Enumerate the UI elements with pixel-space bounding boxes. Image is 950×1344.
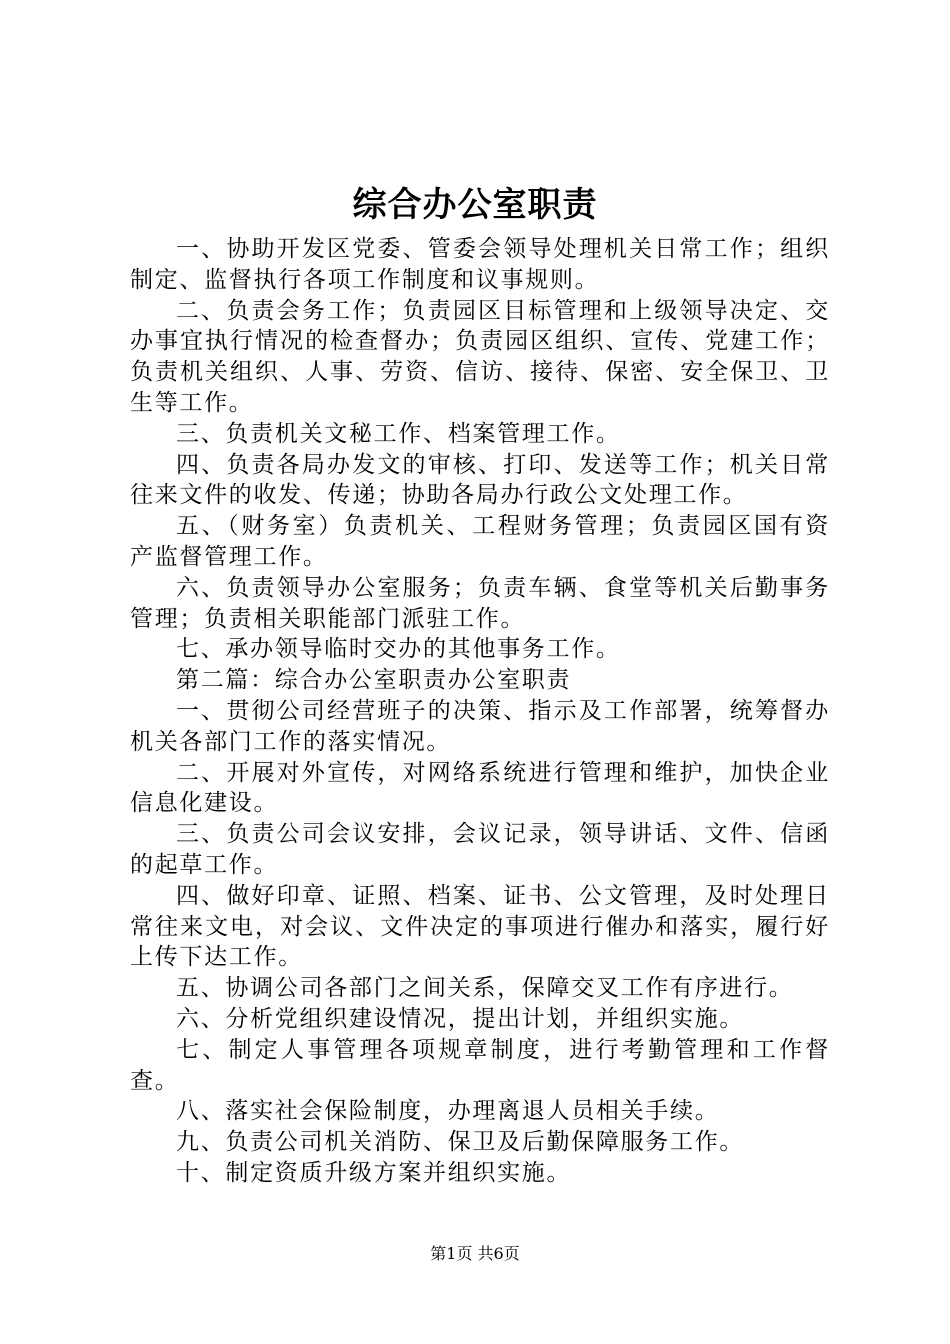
- document-body: [130, 234, 830, 1189]
- paragraph: 三、负责机关文秘工作、档案管理工作。: [176, 420, 621, 447]
- paragraph: 三、负责公司会议安排，会议记录，领导讲话、文件、信函的起草工作。: [130, 821, 830, 878]
- paragraph: 九、负责公司机关消防、保卫及后勤保障服务工作。: [176, 1129, 745, 1156]
- paragraph: 四、负责各局办发文的审核、打印、发送等工作；机关日常往来文件的收发、传递；协助各局办行政公文处理工作。: [130, 451, 830, 509]
- paragraph: 十、制定资质升级方案并组织实施。: [176, 1159, 572, 1186]
- paragraph: 五、（财务室）负责机关、工程财务管理；负责园区国有资产监督管理工作。: [130, 513, 830, 570]
- paragraph: 七、制定人事管理各项规章制度，进行考勤管理和工作督查。: [130, 1036, 830, 1094]
- paragraph: 一、贯彻公司经营班子的决策、指示及工作部署，统筹督办机关各部门工作的落实情况。: [130, 697, 830, 755]
- paragraph: 五、协调公司各部门之间关系，保障交叉工作有序进行。: [176, 975, 794, 1002]
- section-heading: 第二篇：综合办公室职责办公室职责: [176, 667, 572, 694]
- paragraph: 七、承办领导临时交办的其他事务工作。: [176, 636, 621, 663]
- paragraph: 四、做好印章、证照、档案、证书、公文管理，及时处理日常往来文电，对会议、文件决定的事项进行催办和落实，履行好上传下达工作。: [130, 882, 830, 971]
- paragraph: 六、负责领导办公室服务；负责车辆、食堂等机关后勤事务管理；负责相关职能部门派驻工作。: [130, 574, 830, 632]
- paragraph: 二、负责会务工作；负责园区目标管理和上级领导决定、交办事宜执行情况的检查督办；负责园区组织、宣传、党建工作；负责机关组织、人事、劳资、信访、接待、保密、安全保卫、卫生等工作。: [130, 297, 830, 416]
- paragraph: 一、协助开发区党委、管委会领导处理机关日常工作；组织制定、监督执行各项工作制度和议事规则。: [130, 236, 830, 293]
- paragraph: 六、分析党组织建设情况，提出计划，并组织实施。: [176, 1005, 745, 1032]
- paragraph: 八、落实社会保险制度，办理离退人员相关手续。: [176, 1098, 720, 1125]
- paragraph: 二、开展对外宣传，对网络系统进行管理和维护，加快企业信息化建设。: [130, 759, 830, 817]
- document-title: 综合办公室职责: [352, 185, 598, 225]
- page-number: 第1页 共6页: [430, 1244, 520, 1263]
